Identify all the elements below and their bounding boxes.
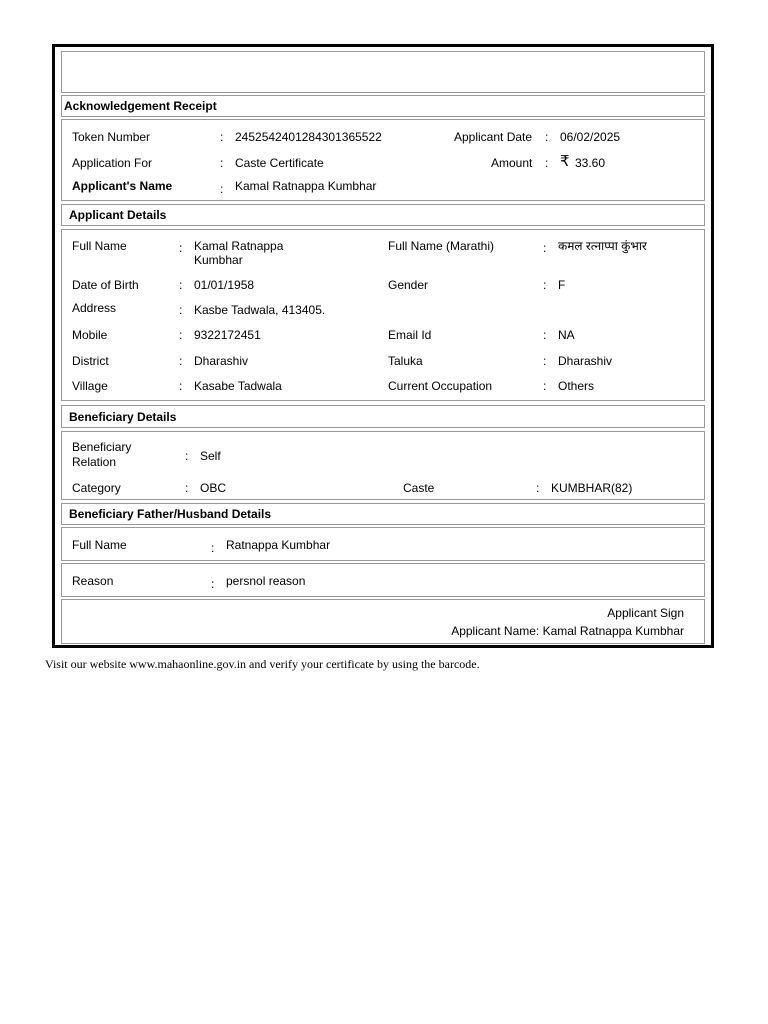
receipt-info-box <box>61 119 705 201</box>
colon: : <box>543 278 547 292</box>
rupee-icon: ₹ <box>560 153 570 170</box>
receipt-title: Acknowledgement Receipt <box>64 99 217 113</box>
reason-value: persnol reason <box>226 574 306 588</box>
mobile-label: Mobile <box>72 328 108 342</box>
district-label: District <box>72 354 109 368</box>
father-details-title-box <box>61 503 705 525</box>
colon: : <box>545 156 549 170</box>
token-value: 2452542401284301365522 <box>235 130 382 144</box>
colon: : <box>211 541 215 555</box>
footer-note: Visit our website www.mahaonline.gov.in and verify your certificate by using the barcode. <box>45 657 480 671</box>
dob-value: 01/01/1958 <box>194 278 255 292</box>
father-details-title: Beneficiary Father/Husband Details <box>69 507 272 521</box>
header-blank-box <box>61 51 705 93</box>
colon: : <box>179 354 183 368</box>
village-value: Kasabe Tadwala <box>194 379 282 393</box>
colon: : <box>220 130 224 144</box>
full-name-marathi-value: कमल रत्नाप्पा कुंभार <box>558 239 647 253</box>
applicant-details-title-box <box>61 204 705 226</box>
colon: : <box>545 130 549 144</box>
email-value: NA <box>558 328 575 342</box>
colon: : <box>536 481 540 495</box>
reason-label: Reason <box>72 574 114 588</box>
taluka-value: Dharashiv <box>558 354 613 368</box>
relation-value: Self <box>200 449 221 463</box>
full-name-marathi-label: Full Name (Marathi) <box>388 239 495 253</box>
father-full-name-value: Ratnappa Kumbhar <box>226 538 331 552</box>
colon: : <box>543 379 547 393</box>
category-value: OBC <box>200 481 227 495</box>
colon: : <box>220 182 224 196</box>
relation-label-line1: Beneficiary <box>72 440 132 454</box>
father-full-name-label: Full Name <box>72 538 127 552</box>
colon: : <box>179 278 183 292</box>
occupation-label: Current Occupation <box>388 379 493 393</box>
colon: : <box>179 241 183 255</box>
taluka-label: Taluka <box>388 354 423 368</box>
beneficiary-details-title-box <box>61 405 705 428</box>
district-value: Dharashiv <box>194 354 249 368</box>
colon: : <box>179 379 183 393</box>
colon: : <box>185 449 189 463</box>
signature-box <box>61 599 705 644</box>
colon: : <box>543 328 547 342</box>
mobile-value: 9322172451 <box>194 328 261 342</box>
father-name-box <box>61 527 705 561</box>
applicant-name-label: Applicant's Name <box>72 179 173 193</box>
occupation-value: Others <box>558 379 595 393</box>
applicant-date-label: Applicant Date <box>454 130 533 144</box>
beneficiary-details-box <box>61 431 705 500</box>
village-label: Village <box>72 379 108 393</box>
full-name-label: Full Name <box>72 239 127 253</box>
full-name-value-line2: Kumbhar <box>194 253 243 267</box>
gender-label: Gender <box>388 278 429 292</box>
colon: : <box>211 577 215 591</box>
full-name-value-line1: Kamal Ratnappa <box>194 239 284 253</box>
applicant-details-box <box>61 229 705 401</box>
applicant-details-title: Applicant Details <box>69 208 167 222</box>
applicant-name-value: Kamal Ratnappa Kumbhar <box>235 179 377 193</box>
dob-label: Date of Birth <box>72 278 139 292</box>
address-label: Address <box>72 301 117 315</box>
applicant-name-line: Applicant Name: Kamal Ratnappa Kumbhar <box>451 624 684 638</box>
colon: : <box>220 156 224 170</box>
application-for-label: Application For <box>72 156 153 170</box>
receipt-document <box>52 44 714 648</box>
amount-label: Amount <box>491 156 533 170</box>
colon: : <box>179 303 183 317</box>
address-value: Kasbe Tadwala, 413405. <box>194 303 326 317</box>
email-label: Email Id <box>388 328 432 342</box>
relation-label-line2: Relation <box>72 455 117 469</box>
caste-value: KUMBHAR(82) <box>551 481 633 495</box>
reason-box <box>61 563 705 597</box>
colon: : <box>185 481 189 495</box>
beneficiary-details-title: Beneficiary Details <box>69 410 177 424</box>
receipt-title-box <box>61 95 705 117</box>
colon: : <box>543 354 547 368</box>
amount-value: 33.60 <box>575 156 606 170</box>
category-label: Category <box>72 481 121 495</box>
caste-label: Caste <box>403 481 435 495</box>
application-for-value: Caste Certificate <box>235 156 324 170</box>
applicant-date-value: 06/02/2025 <box>560 130 621 144</box>
colon: : <box>543 241 547 255</box>
token-label: Token Number <box>72 130 151 144</box>
colon: : <box>179 328 183 342</box>
applicant-sign-label: Applicant Sign <box>607 606 684 620</box>
gender-value: F <box>558 278 566 292</box>
